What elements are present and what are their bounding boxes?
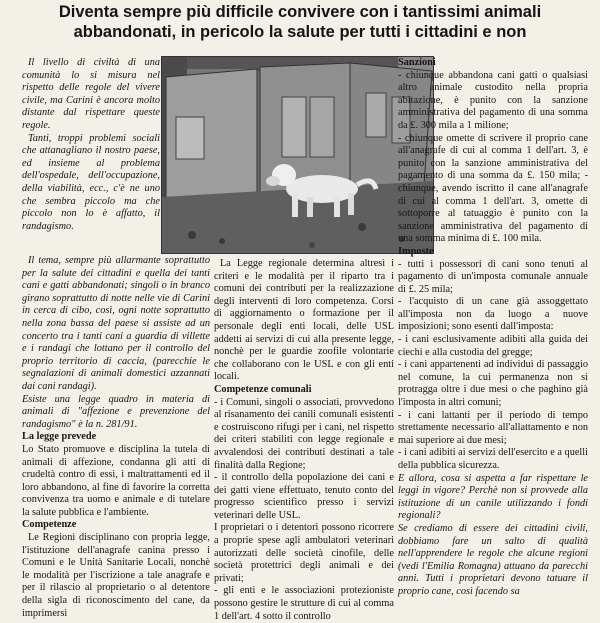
closing-paragraph: E allora, cosa si aspetta a far rispettare le leggi in vigore? Perchè non si provvede alla istituzione di un canile utilizzando i fondi regionali?: [398, 472, 588, 522]
list-item: - gli enti e le associazioni protezioniste possono gestire le strutture di cui al comma 1 dell'art. 4 sotto il controllo: [214, 585, 394, 622]
column-1: [22, 255, 210, 619]
heading-legge-prevede: La legge prevede: [22, 431, 97, 443]
list-item: I proprietari o i detentori possono ricorrere a proprie spese agli ambulatori veterinari autorizzati delle società cinofile, delle società protettrici degli animali e dei privati;: [214, 522, 394, 584]
intro-column: [22, 57, 160, 257]
list-item: - i cani lattanti per il periodo di tempo strettamente necessario all'allattamento e non mai superiore ai due mesi;: [398, 409, 588, 446]
list-item: - i cani adibiti ai servizi dell'esercito e a quelli della pubblica sicurezza.: [398, 447, 588, 471]
column-3: [398, 57, 588, 600]
list-item: - chiunque abbandona cani gatti o qualsiasi altro animale custodito nella propria abitazione, è punito con la sanzione amministrativa del pagamento di una somma da £. 300 mila a 1 milione;: [398, 69, 588, 131]
paragraph-tema: Il tema, sempre più allarmante soprattutto per la salute dei cittadini e quella dei tanti cani e gatti abbandonati; singoli o in branco girano soprattutto di notte nelle vie di Carini in cerca di cibo, così, ogni notte soprattutto nella zona bassa del paese si assiste ad un concerto tra i tanti cani a guardia di villette e i randagi che lottano per il controllo del proprio territorio di caccia, (parecchie le segnalazioni di animali domestici azzannati dai cani randagi).: [22, 255, 210, 392]
heading-competenze: Competenze: [22, 519, 77, 531]
heading-imposte: Imposte: [398, 245, 434, 257]
column-2: [214, 258, 394, 622]
paragraph-regioni: Le Regioni disciplinano con propria legge, l'istituzione dell'anagrafe canina presso i Comuni e le Unità Sanitarie Locali, nonchè le modalità per l'iscrizione a tale anagrafe e per il rilascio al proprietario o al detentore della sigla di riconoscimento del cane, da imprimersi: [22, 532, 210, 619]
list-item: - l'acquisto di un cane già assoggettato all'imposta non da luogo a nuove imposizioni; sono esenti dall'imposta:: [398, 296, 588, 333]
paragraph-stato: Lo Stato promuove e disciplina la tutela di animali di affezione, condanna gli atti di crudeltà contro di essi, i maltrattamenti ed il loro abbandono, al fine di favorire la corretta convivenza tra uomo e animale e di tutelare la salute pubblica e l'ambiente.: [22, 443, 210, 518]
list-item: - il controllo della popolazione dei cani e dei gatti viene effettuato, tenuto conto del progresso scientifico presso i servizi veterinari delle USL.: [214, 472, 394, 521]
list-item: - i cani esclusivamente adibiti alla guida dei ciechi e alla custodia del gregge;: [398, 334, 588, 358]
intro-paragraph-1: Il livello di civiltà di una comunità lo si misura nel rispetto delle regole del vivere civile, ma Carini è ancora molto distante dal rispettare queste regole.: [22, 57, 160, 131]
paragraph-legge-regionale: La Legge regionale determina altresì i criteri e le modalità per il riparto tra i comuni dei contributi per la realizzazione degli interventi di loro competenza. Corsi di aggiornamento o formazione per il personale degli enti locali, delle USL addetti ai servizi di cui alla presente legge, nonchè per le guardie zoofile volontarie che collaborano con le USL e con gli enti locali.: [214, 258, 394, 383]
list-item: - chiunque omette di scrivere il proprio cane all'anagrafe di cui al comma 1 dell'art. 3, è punito con la sanzione amministrativa del pagamento di una somma da £. 150 mila; - chiunque, avendo iscritto il cane all'anagrafe di cui al comma 1 dell'art. 3, omette di sottoporre al tatuaggio è punito con la sanzione amministrativa del pagamento di una somma minima di £. 100 mila.: [398, 132, 588, 245]
article-headline: Diventa sempre più difficile convivere con i tantissimi animali abbandonati, in pericolo la salute per tutti i cittadini e non: [58, 3, 542, 41]
heading-competenze-comunali: Competenze comunali: [214, 383, 312, 395]
dumpsters-dog-illustration: [162, 57, 433, 253]
list-item: - i Comuni, singoli o associati, provvedono al risanamento dei canili comunali esistenti e costruiscono rifugi per i cani, nel rispetto dei criteri stabiliti con legge regionale e avvalendosi dei contributi destinati a tale finalità dalla Regione;: [214, 396, 394, 471]
list-item: - tutti i possessori di cani sono tenuti al pagamento di un'imposta comunale annuale di £. 25 mila;: [398, 258, 588, 295]
article-photo-stray-dog: [161, 56, 434, 254]
intro-paragraph-2: Tanti, troppi problemi sociali che attanagliano il nostro paese, ed insieme al problema dell'ospedale, dell'occupazione, della viabilità, ecc., c'è ne uno che sembra piccolo ma che piccolo non lo è affatto, il randagismo.: [22, 132, 160, 232]
heading-sanzioni: Sanzioni: [398, 57, 436, 68]
closing-paragraph: Se crediamo di essere dei cittadini civili, dobbiamo fare un salto di qualità nell'apprendere le regole che alcune regioni (vedi l'Emilia Romagna) attuano da parecchi anni. Tutti i proprietari devono tatuare il proprio cane, così facendo sa: [398, 522, 588, 597]
paragraph-legge-quadro: Esiste una legge quadro in materia di animali di "affezione e prevenzione del randagismo" è la n. 281/91.: [22, 393, 210, 430]
list-item: - i cani appartenenti ad individui di passaggio nel comune, la cui permanenza non si protragga oltre i due mesi o che paghino già l'imposta in altri comuni;: [398, 359, 588, 409]
